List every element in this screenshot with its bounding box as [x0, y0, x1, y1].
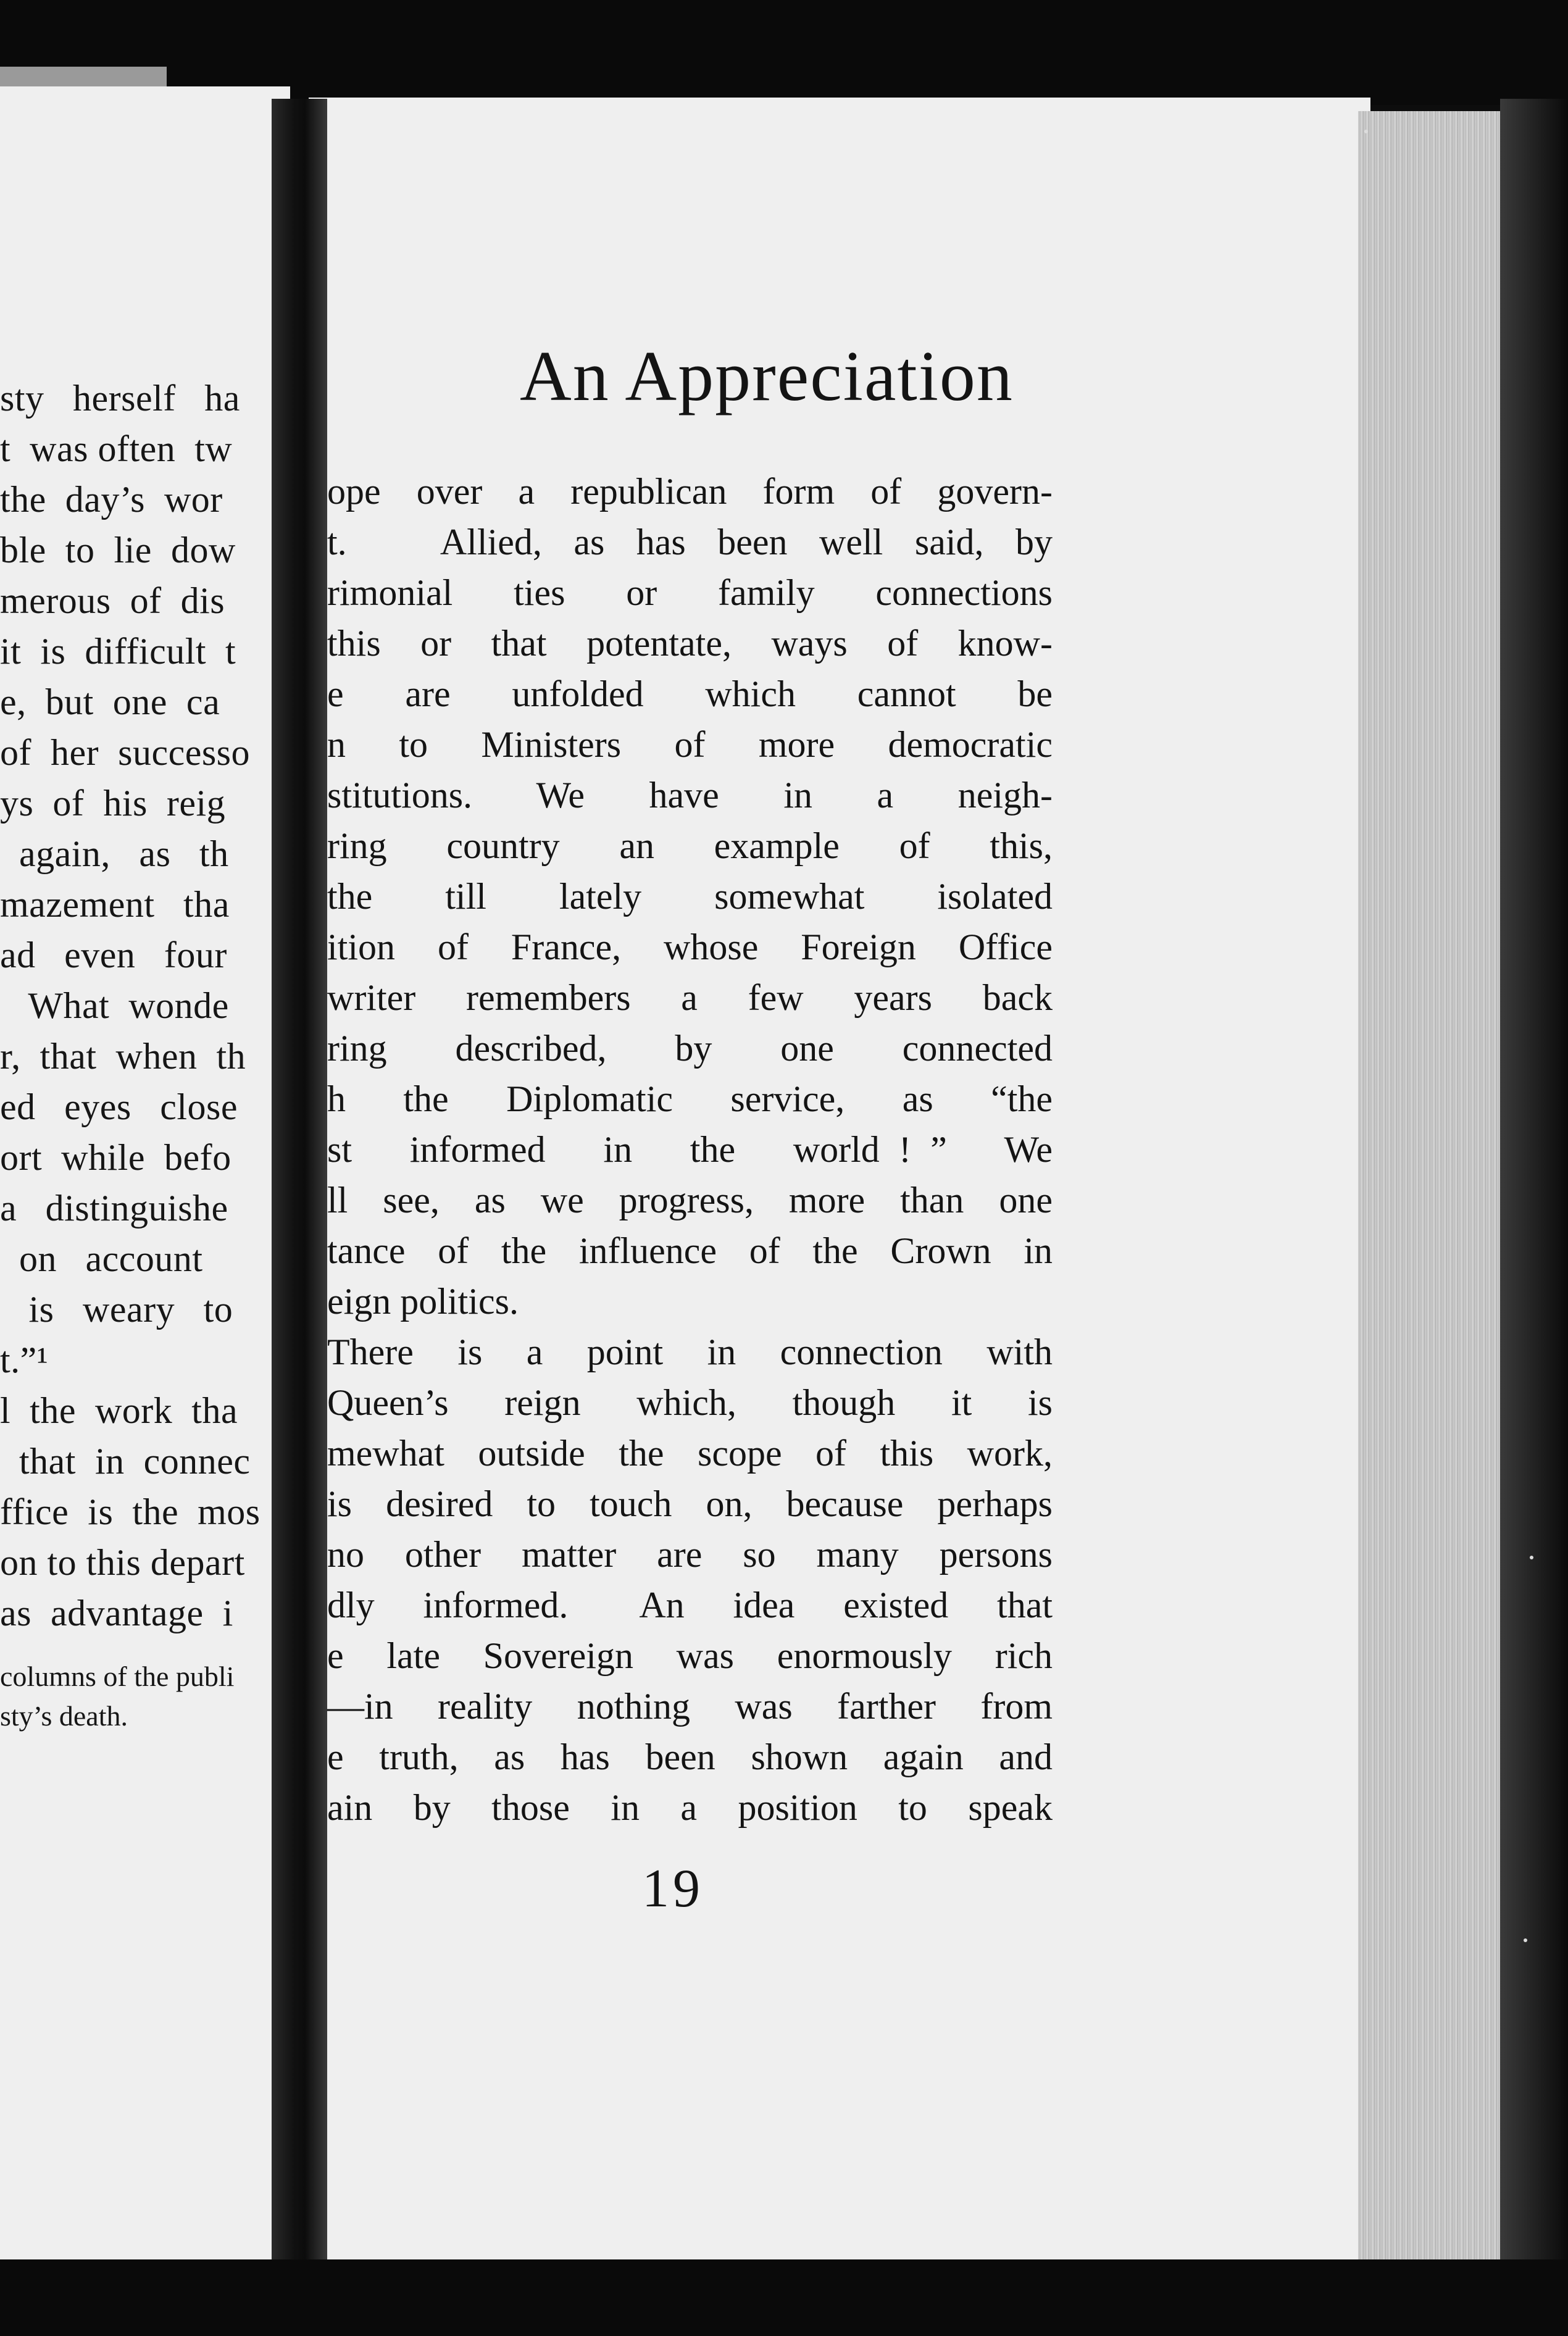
text-line: n to Ministers of more democratic: [327, 724, 1053, 765]
text-line: —in reality nothing was farther from: [327, 1686, 1053, 1727]
text-line: e, but one ca: [0, 682, 220, 722]
text-line: as advantage i: [0, 1593, 233, 1633]
page-number: 19: [642, 1859, 704, 1919]
text-line: Queen’s reign which, though it is: [327, 1382, 1053, 1423]
dust-speck: [1530, 1556, 1533, 1559]
text-line: t was often tw: [0, 428, 233, 469]
text-line: on to this depart: [0, 1542, 245, 1583]
footnote-line: sty’s death.: [0, 1700, 128, 1732]
text-line: st informed in the world ! ” We: [327, 1129, 1053, 1170]
text-line: merous of dis: [0, 580, 225, 621]
left-page-edge: [0, 67, 167, 89]
text-line: sty herself ha: [0, 378, 240, 419]
text-line: is weary to: [0, 1289, 233, 1330]
text-line: again, as th: [0, 833, 229, 874]
text-line: mazement tha: [0, 884, 230, 925]
page-fore-edge: [1358, 111, 1500, 2272]
text-line: ll see, as we progress, more than one: [327, 1180, 1053, 1220]
text-line: on account: [0, 1238, 203, 1279]
text-line: ring country an example of this,: [327, 825, 1053, 866]
text-line: a distinguishe: [0, 1188, 228, 1228]
text-line: tance of the influence of the Crown in: [327, 1230, 1053, 1271]
text-line: of her successo: [0, 732, 251, 773]
running-head: An Appreciation: [520, 337, 1014, 416]
text-line: no other matter are so many persons: [327, 1534, 1053, 1575]
text-line: mewhat outside the scope of this work,: [327, 1433, 1053, 1474]
book-cover-edge: [1500, 99, 1568, 2336]
text-line: ble to lie dow: [0, 530, 236, 570]
left-page: [0, 86, 290, 2259]
text-line: r, that when th: [0, 1036, 246, 1077]
text-line: ys of his reig: [0, 783, 226, 824]
text-line: t.”¹: [0, 1340, 49, 1380]
text-line: ring described, by one connected: [327, 1028, 1053, 1069]
text-line: writer remembers a few years back: [327, 977, 1053, 1018]
text-line: ort while befo: [0, 1137, 231, 1178]
text-line: e are unfolded which cannot be: [327, 674, 1053, 714]
text-line: There is a point in connection with: [327, 1332, 1053, 1372]
text-line: l the work tha: [0, 1390, 238, 1431]
text-line: ad even four: [0, 935, 227, 975]
dust-speck: [1524, 1938, 1527, 1942]
scan-background-bottom: [0, 2259, 1568, 2336]
text-line: ition of France, whose Foreign Office: [327, 927, 1053, 967]
text-line: h the Diplomatic service, as “the: [327, 1078, 1053, 1119]
text-line: t. Allied, as has been well said, by: [327, 522, 1053, 562]
text-line: is desired to touch on, because perhaps: [327, 1483, 1053, 1524]
text-line: ed eyes close: [0, 1087, 238, 1127]
text-line: the day’s wor: [0, 479, 223, 520]
text-line: this or that potentate, ways of know-: [327, 623, 1053, 664]
book-gutter: [272, 99, 327, 2259]
text-line: ope over a republican form of govern-: [327, 471, 1053, 512]
text-line: rimonial ties or family connections: [327, 572, 1053, 613]
text-line: ain by those in a position to speak: [327, 1787, 1053, 1828]
text-line: eign politics.: [327, 1281, 519, 1322]
text-line: e late Sovereign was enormously rich: [327, 1635, 1053, 1676]
text-line: it is difficult t: [0, 631, 236, 672]
text-line: stitutions. We have in a neigh-: [327, 775, 1053, 816]
text-line: the till lately somewhat isolated: [327, 876, 1053, 917]
text-line: ffice is the mos: [0, 1491, 261, 1532]
text-line: What wonde: [0, 985, 229, 1026]
text-line: dly informed. An idea existed that: [327, 1585, 1053, 1625]
dust-speck: [1364, 130, 1368, 133]
text-line: e truth, as has been shown again and: [327, 1737, 1053, 1777]
text-line: that in connec: [0, 1441, 251, 1482]
footnote-line: columns of the publi: [0, 1661, 235, 1692]
